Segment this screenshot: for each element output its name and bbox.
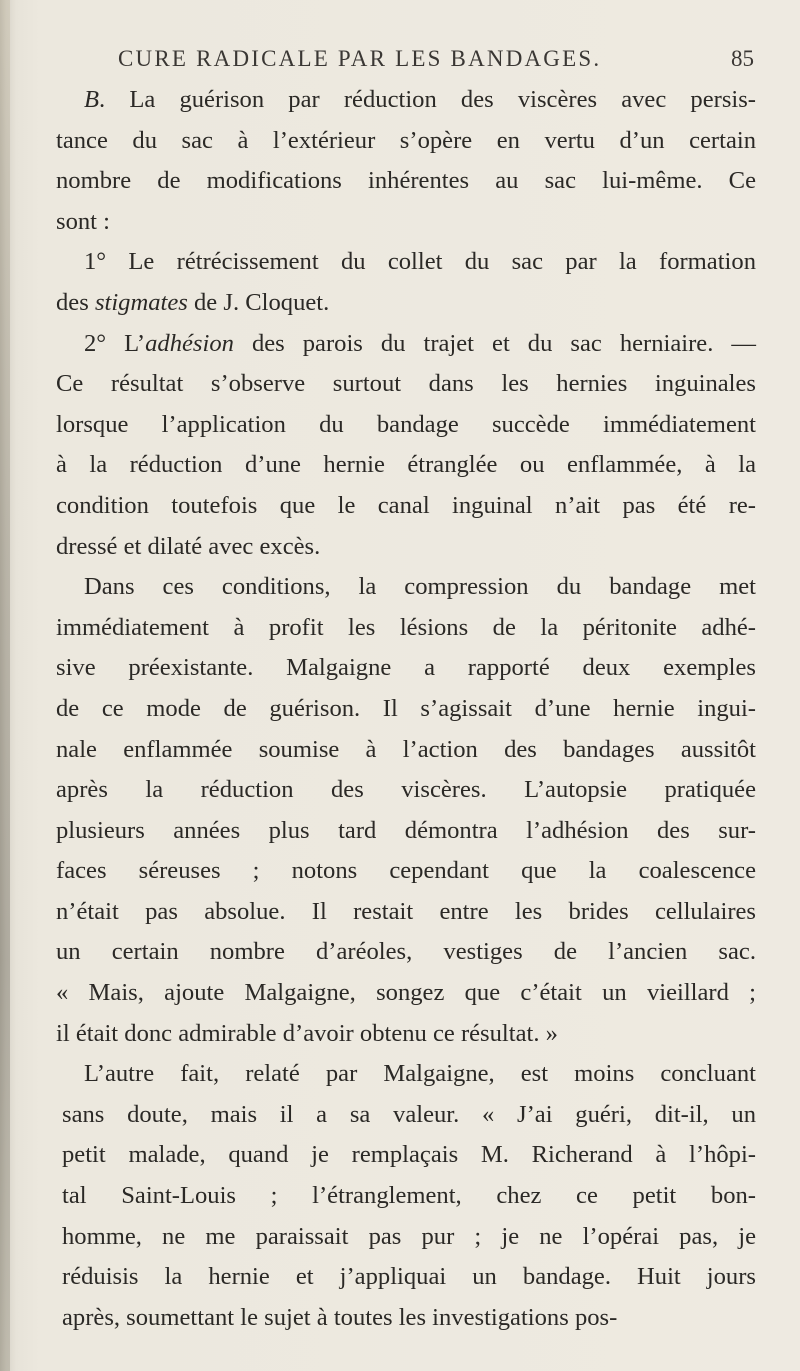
text-segment: de J. Cloquet. <box>187 288 330 316</box>
italic-text: B <box>84 86 100 113</box>
text-segment: sans doute, mais il a sa valeur. « J’ai guéri, dit-il, un <box>62 1100 756 1128</box>
text-line <box>56 283 756 324</box>
italic-text: adhésion <box>145 329 234 357</box>
text-segment: L’autre fait, relaté par Malgaigne, est moins concluant <box>84 1060 756 1088</box>
text-segment: nombre de modifications inhérentes au sac lui-même. Ce <box>56 167 756 195</box>
text-segment: lorsque l’application du bandage succède immédiatement <box>56 410 756 438</box>
body-text <box>56 80 756 1338</box>
text-segment: sive préexistante. Malgaigne a rapporté deux exemples <box>56 654 756 682</box>
text-line <box>56 242 756 283</box>
text-segment: petit malade, quand je remplaçais M. Richerand à l’hôpi- <box>62 1141 756 1169</box>
text-segment: plusieurs années plus tard démontra l’adhésion des sur- <box>56 816 756 844</box>
text-line <box>56 770 756 811</box>
text-line <box>56 486 756 527</box>
text-segment: après la réduction des viscères. L’autopsie pratiquée <box>56 776 756 804</box>
text-line <box>56 121 756 162</box>
text-line <box>56 445 756 486</box>
text-segment: des parois du trajet et du sac herniaire. — <box>233 329 756 357</box>
text-line <box>56 80 756 121</box>
text-line <box>56 851 756 892</box>
text-line <box>56 892 756 933</box>
text-segment: n’était pas absolue. Il restait entre les brides cellulaires <box>56 897 756 925</box>
text-line <box>56 689 756 730</box>
text-line <box>56 202 756 243</box>
page-header <box>118 46 754 82</box>
text-line <box>56 811 756 852</box>
text-line <box>56 364 756 405</box>
text-segment: Dans ces conditions, la compression du bandage met <box>84 573 756 601</box>
text-segment: 2° L’ <box>84 329 146 357</box>
text-segment: condition toutefois que le canal inguinal n’ait pas été re- <box>56 491 756 519</box>
text-line <box>56 1176 756 1217</box>
text-line <box>56 567 756 608</box>
text-segment: faces séreuses ; notons cependant que la coalescence <box>56 857 756 885</box>
text-line <box>56 527 756 568</box>
text-segment: dressé et dilaté avec excès. <box>56 532 321 560</box>
text-line <box>56 324 756 365</box>
text-segment: . La guérison par réduction des viscères avec persis- <box>99 86 756 113</box>
text-line <box>56 161 756 202</box>
text-segment: immédiatement à profit les lésions de la péritonite adhé- <box>56 613 756 641</box>
text-segment: tal Saint-Louis ; l’étranglement, chez ce petit bon- <box>62 1182 756 1210</box>
text-line <box>56 608 756 649</box>
text-line <box>56 1054 756 1095</box>
text-segment: sont : <box>56 207 110 235</box>
text-line <box>56 1135 756 1176</box>
text-segment: réduisis la hernie et j’appliquai un bandage. Huit jours <box>62 1263 756 1291</box>
running-title: CURE RADICALE PAR LES BANDAGES. <box>118 46 602 71</box>
text-segment: tance du sac à l’extérieur s’opère en vertu d’un certain <box>56 126 756 154</box>
text-line <box>56 730 756 771</box>
text-line <box>56 1257 756 1298</box>
text-segment: 1° Le rétrécissement du collet du sac par la formation <box>84 248 756 276</box>
text-segment: nale enflammée soumise à l’action des bandages aussitôt <box>56 735 756 763</box>
text-segment: « Mais, ajoute Malgaigne, songez que c’était un vieillard ; <box>56 979 756 1007</box>
text-line <box>56 1217 756 1258</box>
text-line <box>56 932 756 973</box>
text-segment: après, soumettant le sujet à toutes les investigations pos- <box>62 1303 618 1331</box>
text-line <box>56 973 756 1014</box>
text-line <box>56 1095 756 1136</box>
page-gutter-shadow <box>0 0 10 1371</box>
text-line <box>56 405 756 446</box>
text-segment: de ce mode de guérison. Il s’agissait d’une hernie ingui- <box>56 694 756 722</box>
text-segment: il était donc admirable d’avoir obtenu ce résultat. » <box>56 1019 558 1047</box>
text-line <box>56 1014 756 1055</box>
text-segment: un certain nombre d’aréoles, vestiges de l’ancien sac. <box>56 938 756 966</box>
italic-text: stigmates <box>94 288 188 316</box>
text-segment: Ce résultat s’observe surtout dans les hernies inguinales <box>56 370 756 398</box>
text-segment: homme, ne me paraissait pas pur ; je ne l’opérai pas, je <box>62 1222 756 1250</box>
text-line <box>56 648 756 689</box>
page-number: 85 <box>731 46 754 71</box>
text-segment: à la réduction d’une hernie étranglée ou enflammée, à la <box>56 451 756 479</box>
text-line <box>56 1298 756 1339</box>
text-segment: des <box>56 288 95 316</box>
